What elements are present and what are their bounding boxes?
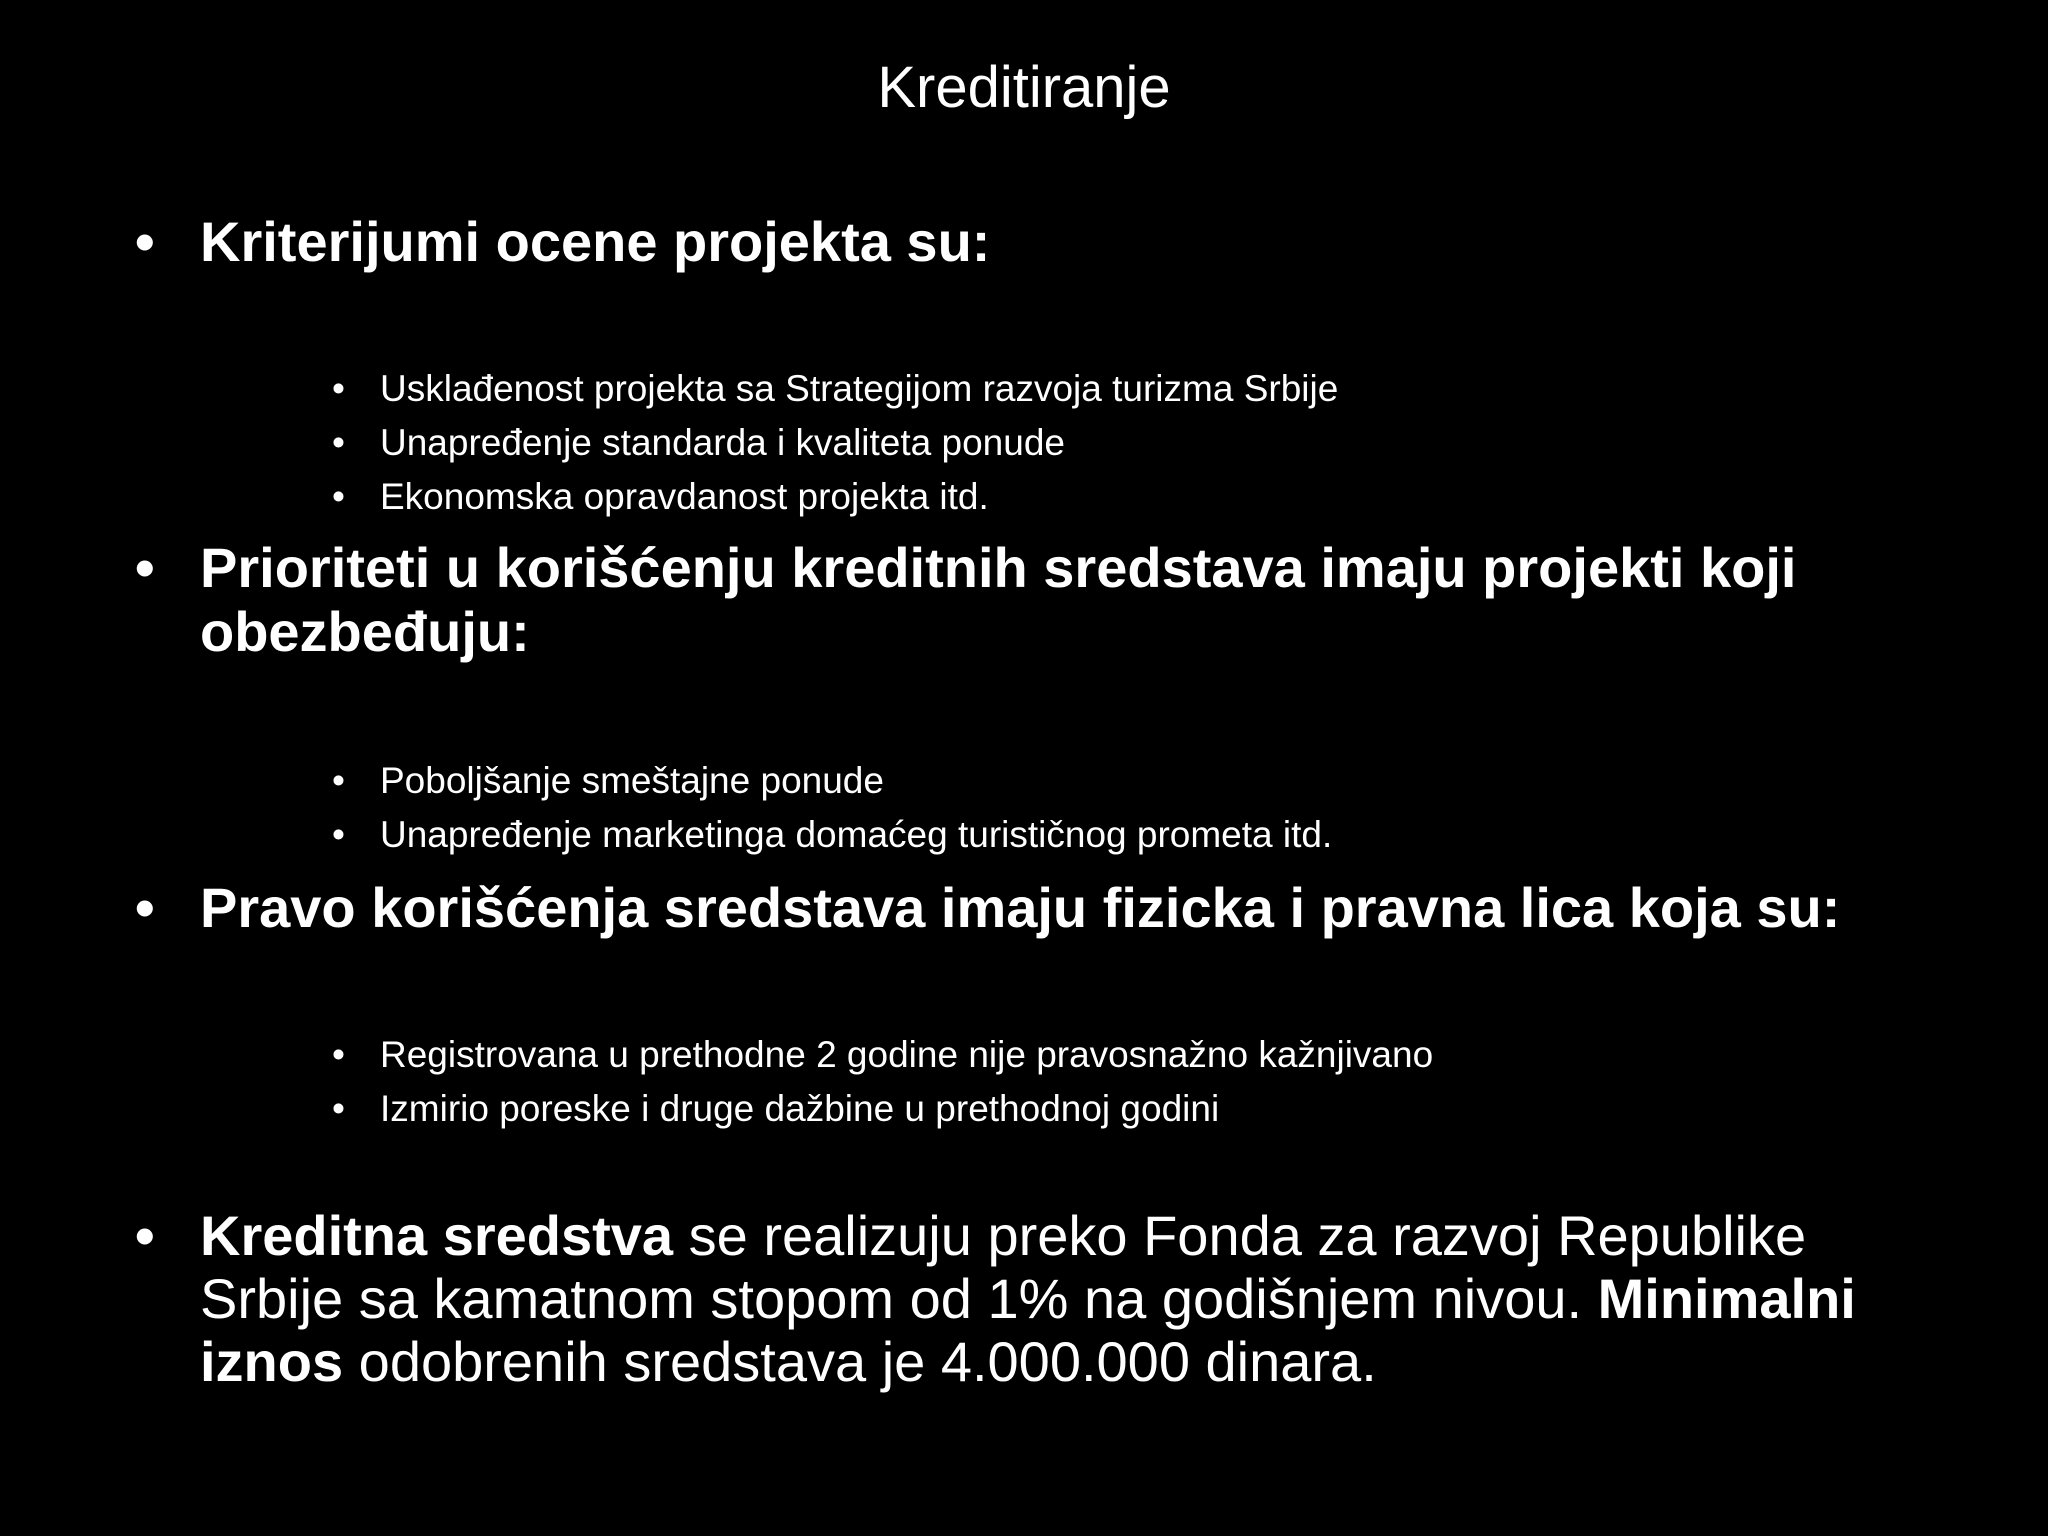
credit-funds-label: Kreditna sredstva [200,1204,674,1267]
minimum-amount-text: odobrenih sredstava je 4.000.000 dinara. [343,1330,1377,1393]
section-2-heading: • Prioriteti u korišćenju kreditnih sredstava imaju projekti koji obezbeđuju: [200,536,2000,664]
slide-title: Kreditiranje [877,55,1171,120]
section-3-list [380,1028,2020,1136]
list-item: • Izmirio poreske i druge dažbine u prethodnoj godini [380,1082,2020,1136]
credit-funds-text: se realizuju preko Fonda za razvoj Republike Srbije sa kamatnom stopom od 1% na godišnjem nivou. [200,1204,1807,1330]
list-item: • Registrovana u prethodne 2 godine nije pravosnažno kažnjivano [380,1028,2020,1082]
list-item: • Unapređenje marketinga domaćeg turističnog prometa itd. [380,808,2020,862]
list-item: • Ekonomska opravdanost projekta itd. [380,470,2020,524]
list-item: • Unapređenje standarda i kvaliteta ponude [380,416,2020,470]
section-2-list [380,754,2020,862]
section-1-heading: • Kriterijumi ocene projekta su: [200,210,2020,274]
section-3-heading: • Pravo korišćenja sredstava imaju fizicka i pravna lica koja su: [200,876,2020,940]
section-4-paragraph [200,1204,1900,1393]
list-item: • Poboljšanje smeštajne ponude [380,754,2020,808]
list-item: • Usklađenost projekta sa Strategijom razvoja turizma Srbije [380,362,2020,416]
minimum-amount-label: Minimalni iznos [200,1267,1856,1393]
section-1-list [380,362,2020,524]
